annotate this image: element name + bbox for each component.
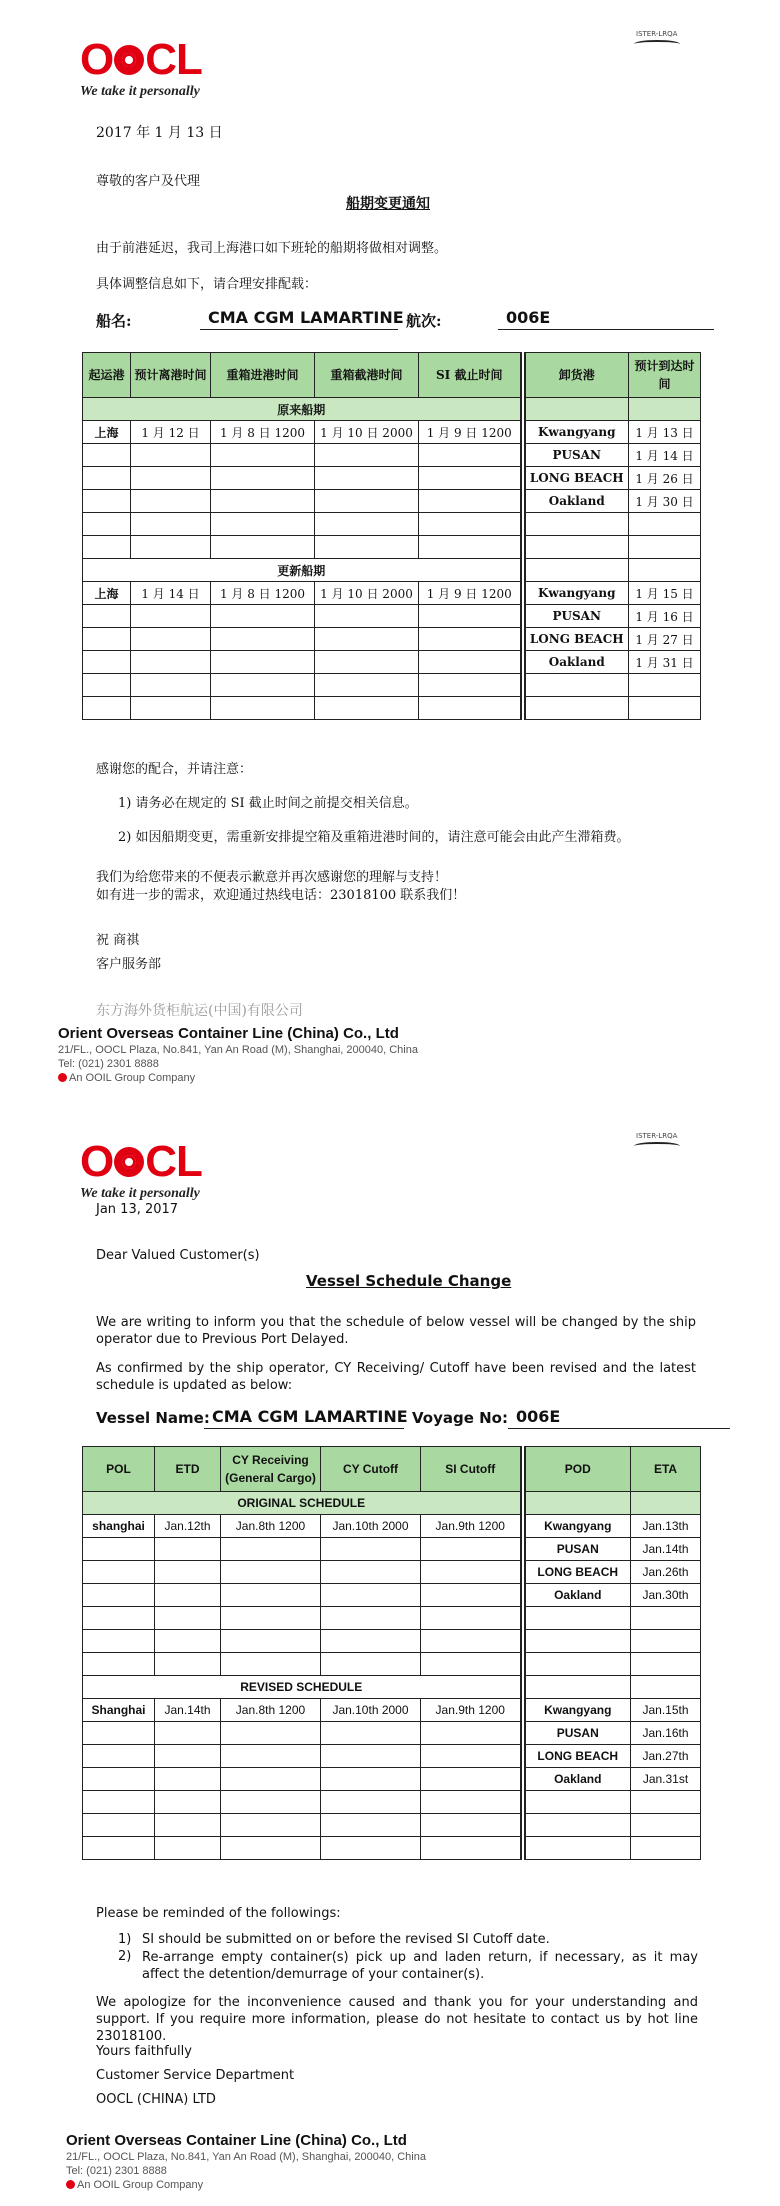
notice-title: Vessel Schedule Change <box>306 1272 512 1290</box>
table-cell: Jan.27th <box>631 1745 701 1768</box>
closing-text: Yours faithfully <box>96 2044 192 2059</box>
table-cell: 1 月 9 日 1200 <box>419 582 521 605</box>
header-cell: 卸货港 <box>525 353 629 398</box>
table-cell: 上海 <box>83 421 131 444</box>
department-text: 客户服务部 <box>96 957 162 972</box>
vessel-label: Vessel Name: <box>96 1409 210 1427</box>
table-cell: 1 月 8 日 1200 <box>211 421 315 444</box>
table-cell: Jan.26th <box>631 1561 701 1584</box>
oocl-logo <box>80 1137 230 1202</box>
oocl-logo <box>80 35 230 100</box>
table-cell: LONG BEACH <box>525 467 629 490</box>
table-cell: Oakland <box>525 1584 631 1607</box>
footer-address: 21/FL., OOCL Plaza, No.841, Yan An Road (M), Shanghai, 200040, China <box>66 2151 426 2163</box>
footer-tel: Tel: (021) 2301 8888 <box>58 1058 159 1070</box>
intro-text: We are writing to inform you that the schedule of below vessel will be changed by the ship operator due to Previous Port Delayed. <box>96 1315 696 1347</box>
flower-icon <box>58 1073 67 1082</box>
table-row <box>83 1561 701 1584</box>
table-cell: 1 月 27 日 <box>629 628 701 651</box>
table-cell: Jan.30th <box>631 1584 701 1607</box>
table-row <box>83 467 701 490</box>
table-cell: 1 月 13 日 <box>629 421 701 444</box>
table-cell: Kwangyang <box>525 1699 631 1722</box>
footer-address: 21/FL., OOCL Plaza, No.841, Yan An Road (M), Shanghai, 200040, China <box>58 1044 418 1056</box>
table-cell: 1 月 26 日 <box>629 467 701 490</box>
certification-mark: ISTER-LRQA <box>628 30 688 48</box>
table-cell: 1 月 31 日 <box>629 651 701 674</box>
table-row <box>83 1722 701 1745</box>
flower-icon <box>66 2180 75 2189</box>
table-cell: 1 月 10 日 2000 <box>315 421 419 444</box>
letter-date: 2017 年 1 月 13 日 <box>96 125 223 141</box>
table-cell: LONG BEACH <box>525 628 629 651</box>
letter-date: Jan 13, 2017 <box>96 1202 179 1217</box>
certification-mark: ISTER-LRQA <box>628 1132 688 1150</box>
intro-text: 由于前港延迟，我司上海港口如下班轮的船期将做相对调整。 <box>96 241 448 256</box>
thanks-text: 感谢您的配合，并请注意： <box>96 762 253 777</box>
table-cell: Jan.13th <box>631 1515 701 1538</box>
header-cell: 预计到达时间 <box>629 353 701 398</box>
flower-icon <box>114 1147 144 1177</box>
header-cell: ETD <box>155 1447 221 1492</box>
table-row <box>83 1584 701 1607</box>
table-row <box>83 1699 701 1722</box>
footer-group: An OOIL Group Company <box>58 1072 195 1084</box>
table-cell: Kwangyang <box>525 421 629 444</box>
header-cell: CY Cutoff <box>321 1447 421 1492</box>
table-cell: Jan.12th <box>155 1515 221 1538</box>
apology-text-2: 如有进一步的需求，欢迎通过热线电话：23018100 联系我们！ <box>96 888 466 903</box>
header-cell: 预计离港时间 <box>131 353 211 398</box>
section-label-revised: 更新船期 <box>83 559 521 582</box>
table-cell: Jan.10th 2000 <box>321 1515 421 1538</box>
table-cell: Jan.8th 1200 <box>221 1515 321 1538</box>
table-cell: 1 月 16 日 <box>629 605 701 628</box>
table-cell: LONG BEACH <box>525 1561 631 1584</box>
greeting: 尊敬的客户及代理 <box>96 174 201 189</box>
table-row <box>83 651 701 674</box>
detail-text: As confirmed by the ship operator, CY Receiving/ Cutoff have been revised and the latest schedule is updated as below: <box>96 1361 696 1393</box>
apology-text-1: 我们为给您带来的不便表示歉意并再次感谢您的理解与支持！ <box>96 870 448 885</box>
reminder-text: Please be reminded of the followings: <box>96 1906 341 1921</box>
table-cell: Jan.14th <box>631 1538 701 1561</box>
notice-page-english <box>0 1120 780 2206</box>
company-short-name: OOCL (CHINA) LTD <box>96 2092 216 2107</box>
table-row <box>83 628 701 651</box>
note-number-1: 1) <box>118 1932 132 1947</box>
department-text: Customer Service Department <box>96 2068 295 2083</box>
table-cell: Shanghai <box>83 1699 155 1722</box>
header-cell: 重箱截港时间 <box>315 353 419 398</box>
table-row <box>83 1538 701 1561</box>
table-cell: Jan.31st <box>631 1768 701 1791</box>
header-cell: SI Cutoff <box>421 1447 521 1492</box>
table-cell: Jan.16th <box>631 1722 701 1745</box>
header-cell: POD <box>525 1447 631 1492</box>
table-cell: PUSAN <box>525 444 629 467</box>
table-cell: Jan.8th 1200 <box>221 1699 321 1722</box>
detail-text: 具体调整信息如下，请合理安排配载： <box>96 277 318 292</box>
note-item-1: SI should be submitted on or before the revised SI Cutoff date. <box>142 1932 550 1947</box>
table-cell: PUSAN <box>525 1722 631 1745</box>
table-row <box>83 421 701 444</box>
oocl-wordmark: O CL <box>80 35 202 84</box>
table-cell: Oakland <box>525 1768 631 1791</box>
table-header-row <box>83 1447 701 1492</box>
table-cell: 上海 <box>83 582 131 605</box>
table-row <box>83 444 701 467</box>
table-cell: Oakland <box>525 651 629 674</box>
table-cell: Jan.9th 1200 <box>421 1515 521 1538</box>
table-cell: shanghai <box>83 1515 155 1538</box>
header-cell: CY Receiving (General Cargo) <box>221 1447 321 1492</box>
table-cell: 1 月 15 日 <box>629 582 701 605</box>
table-row <box>83 1768 701 1791</box>
note-item-2: 2) 如因船期变更，需重新安排提空箱及重箱进港时间的，请注意可能会由此产生滞箱费。 <box>118 830 630 845</box>
header-cell: 重箱进港时间 <box>211 353 315 398</box>
table-cell: 1 月 14 日 <box>131 582 211 605</box>
footer-company: Orient Overseas Container Line (China) Co., Ltd <box>58 1025 399 1042</box>
table-row <box>83 605 701 628</box>
header-cell: ETA <box>631 1447 701 1492</box>
footer-tel: Tel: (021) 2301 8888 <box>66 2165 167 2177</box>
table-cell: 1 月 30 日 <box>629 490 701 513</box>
schedule-table <box>82 1446 701 1860</box>
greeting: Dear Valued Customer(s) <box>96 1248 260 1263</box>
table-header-row <box>83 353 701 398</box>
flower-icon <box>114 45 144 75</box>
header-cell: 起运港 <box>83 353 131 398</box>
voyage-label: Voyage No: <box>412 1409 508 1427</box>
voyage-number-value: 006E <box>508 1407 730 1429</box>
table-cell: 1 月 10 日 2000 <box>315 582 419 605</box>
table-row <box>83 1515 701 1538</box>
note-number-2: 2) <box>118 1949 132 1964</box>
section-label-revised: REVISED SCHEDULE <box>83 1676 521 1699</box>
section-label-original: ORIGINAL SCHEDULE <box>83 1492 521 1515</box>
table-row <box>83 1745 701 1768</box>
table-cell: Jan.10th 2000 <box>321 1699 421 1722</box>
schedule-table <box>82 352 701 720</box>
table-cell: PUSAN <box>525 605 629 628</box>
vessel-name-value: CMA CGM LAMARTINE <box>204 1407 404 1429</box>
table-cell: 1 月 14 日 <box>629 444 701 467</box>
table-cell: Oakland <box>525 490 629 513</box>
vessel-label: 船名: <box>96 312 132 330</box>
table-row <box>83 582 701 605</box>
voyage-label: 航次: <box>406 312 442 330</box>
logo-tagline: We take it personally <box>80 1186 200 1201</box>
logo-tagline: We take it personally <box>80 84 200 99</box>
voyage-number-value: 006E <box>498 308 714 330</box>
header-cell: SI 截止时间 <box>419 353 521 398</box>
table-cell: Jan.9th 1200 <box>421 1699 521 1722</box>
table-cell: 1 月 9 日 1200 <box>419 421 521 444</box>
note-item-2: Re-arrange empty container(s) pick up and laden return, if necessary, as it may affect the detention/demurrage of your container(s). <box>142 1950 698 1982</box>
table-cell: 1 月 8 日 1200 <box>211 582 315 605</box>
table-cell: 1 月 12 日 <box>131 421 211 444</box>
table-cell: Jan.14th <box>155 1699 221 1722</box>
section-label-original: 原来船期 <box>83 398 521 421</box>
note-item-1: 1) 请务必在规定的 SI 截止时间之前提交相关信息。 <box>118 796 418 811</box>
apology-text: We apologize for the inconvenience caused and thank you for your understanding and support. If you require more information, please do not hesitate to contact us by hot line 23018100. <box>96 1995 698 2044</box>
company-name-cn: 东方海外货柜航运(中国)有限公司 <box>96 1003 303 1019</box>
oocl-wordmark: O CL <box>80 1137 202 1186</box>
table-cell: Kwangyang <box>525 1515 631 1538</box>
footer-company: Orient Overseas Container Line (China) Co., Ltd <box>66 2132 407 2149</box>
footer-group: An OOIL Group Company <box>66 2179 203 2191</box>
vessel-name-value: CMA CGM LAMARTINE <box>200 308 398 330</box>
regards-text: 祝 商祺 <box>96 933 140 948</box>
table-cell: Kwangyang <box>525 582 629 605</box>
table-row <box>83 490 701 513</box>
notice-page-chinese <box>0 0 780 1100</box>
table-cell: LONG BEACH <box>525 1745 631 1768</box>
table-cell: Jan.15th <box>631 1699 701 1722</box>
table-cell: PUSAN <box>525 1538 631 1561</box>
header-cell: POL <box>83 1447 155 1492</box>
notice-title: 船期变更通知 <box>346 196 430 212</box>
